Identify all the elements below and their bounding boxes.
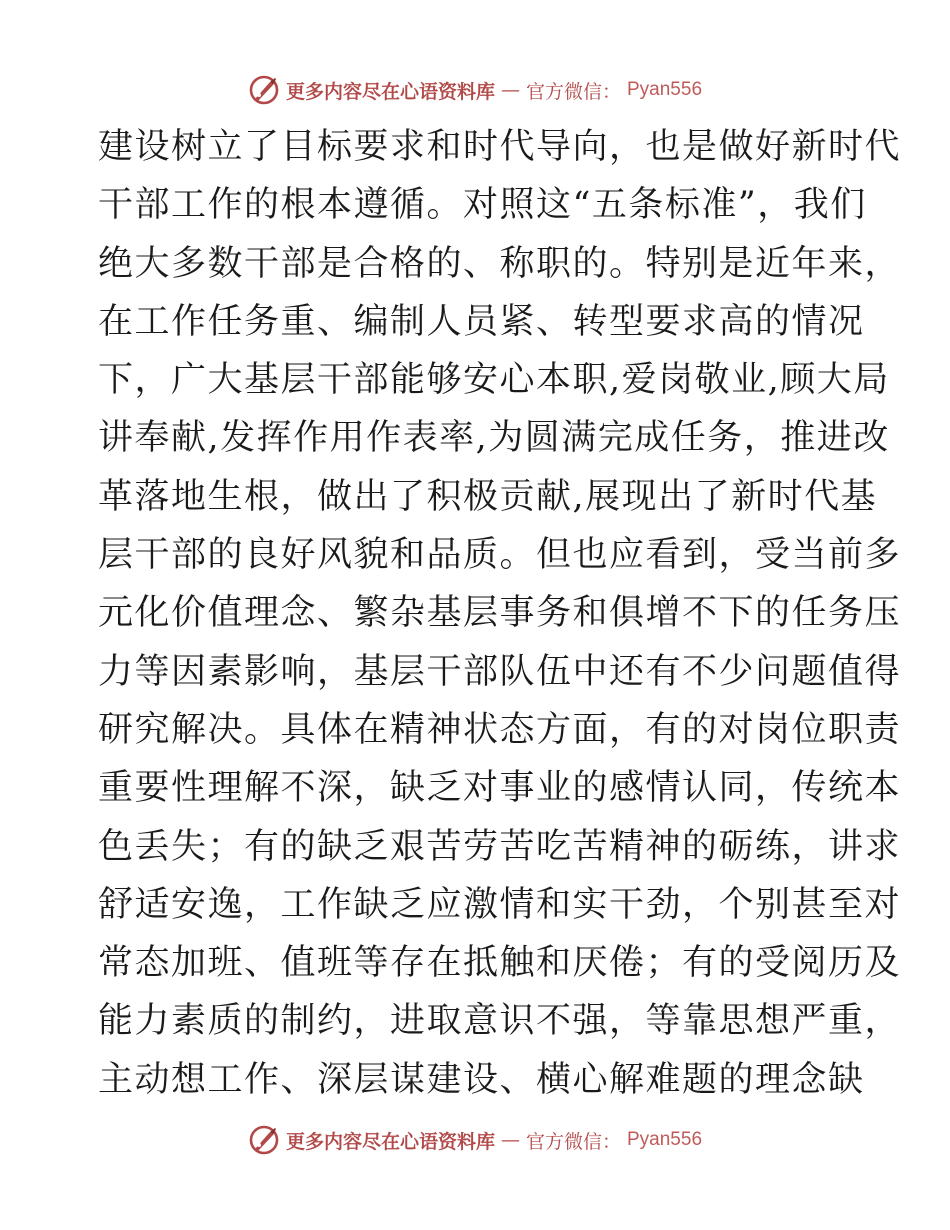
text-line: 主动想工作、深层谋建设、横心解难题的理念缺	[98, 1059, 865, 1100]
quill-logo-icon	[248, 1124, 280, 1156]
text-line: 讲奉献,发挥作用作表率,为圆满完成任务，推进改	[98, 418, 890, 459]
text-line: 色丢失；有的缺乏艰苦劳苦吃苦精神的砺练，讲求	[98, 826, 902, 867]
text-line: 绝大多数干部是合格的、称职的。特别是近年来，	[98, 243, 902, 284]
text-line: 元化价值理念、繁杂基层事务和俱增不下的任务压	[98, 593, 902, 634]
footer-watermark	[0, 1120, 950, 1160]
watermark-wechat-id: Pyan556	[627, 1129, 703, 1150]
text-line: 建设树立了目标要求和时代导向，也是做好新时代	[98, 127, 902, 167]
text-line: 层干部的良好风貌和品质。但也应看到，受当前多	[98, 535, 902, 576]
text-line: 在工作任务重、编制人员紧、转型要求高的情况	[98, 301, 865, 342]
text-line: 舒适安逸，工作缺乏应激情和实干劲，个别甚至对	[98, 884, 902, 925]
watermark-main-text: 更多内容尽在心语资料库	[285, 1130, 495, 1153]
watermark-separator: —	[500, 1129, 520, 1151]
text-line: 下，广大基层干部能够安心本职,爱岗敬业,顾大局	[98, 360, 890, 401]
text-line: 重要性理解不深，缺乏对事业的感情认同，传统本	[98, 768, 902, 809]
quill-logo-icon	[248, 74, 280, 106]
text-line: 常态加班、值班等存在抵触和厌倦；有的受阅历及	[98, 943, 902, 984]
text-line: 干部工作的根本遵循。对照这“五条标准”，我们	[98, 185, 867, 226]
body-text	[98, 118, 902, 1109]
watermark-sub-text: 官方微信：	[525, 80, 621, 103]
text-line: 能力素质的制约，进取意识不强，等靠思想严重，	[98, 1001, 902, 1042]
text-line: 研究解决。具体在精神状态方面，有的对岗位职责	[98, 709, 902, 750]
text-line: 力等因素影响，基层干部队伍中还有不少问题值得	[98, 651, 902, 692]
watermark-main-text: 更多内容尽在心语资料库	[285, 80, 495, 103]
text-line: 革落地生根，做出了积极贡献,展现出了新时代基	[98, 476, 878, 517]
header-watermark	[0, 70, 950, 110]
watermark-wechat-id: Pyan556	[627, 79, 703, 100]
watermark-separator: —	[500, 79, 520, 101]
watermark-sub-text: 官方微信：	[525, 1130, 621, 1153]
